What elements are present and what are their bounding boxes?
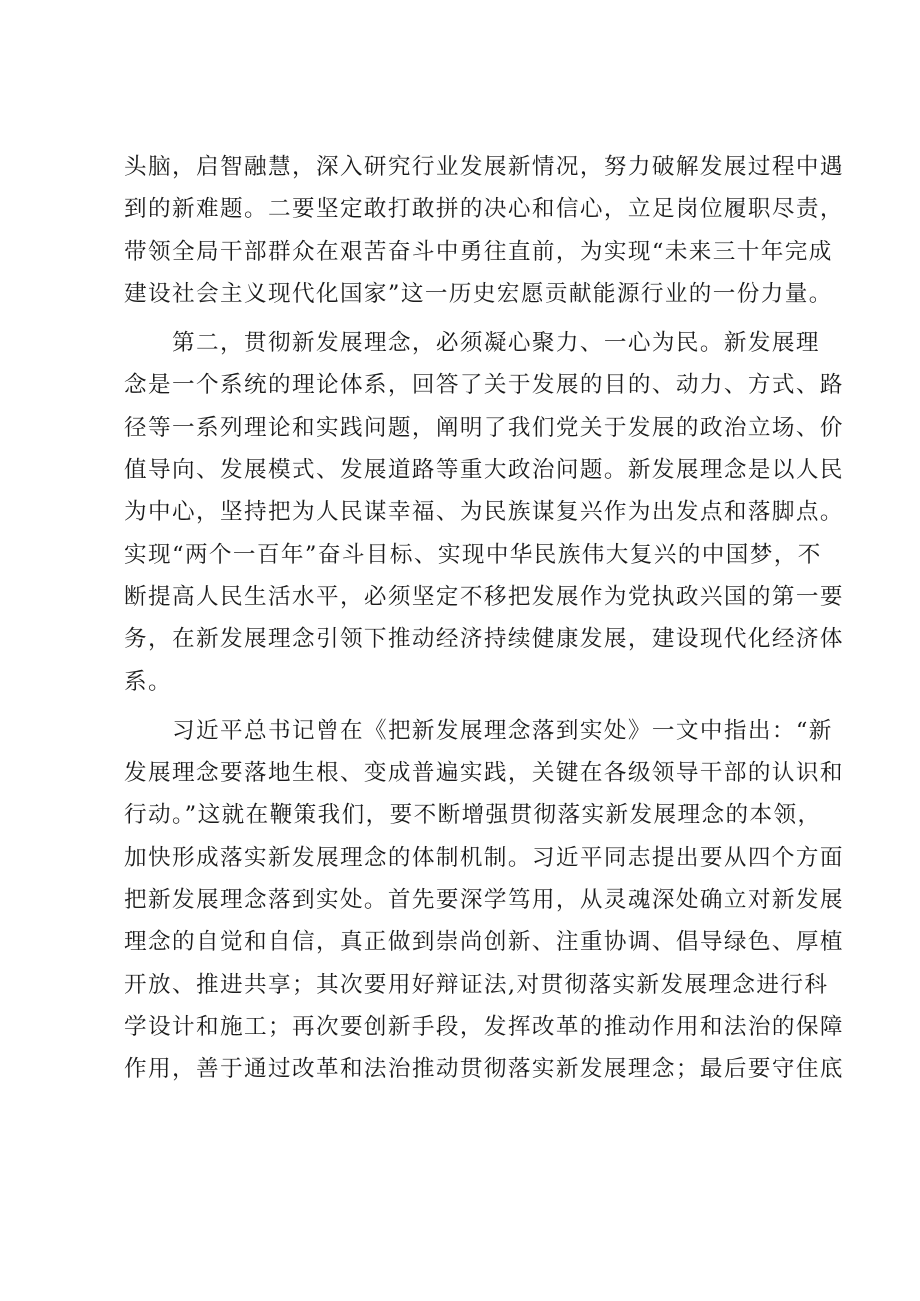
paragraph-3 — [124, 710, 844, 1091]
text-line: 开放、推进共享；其次要用好辩证法,对贯彻落实新发展理念进行科 — [124, 971, 829, 998]
text-line: 实现“两个一百年”奋斗目标、实现中华民族伟大复兴的中国梦，不 — [124, 541, 822, 568]
text-line: 值导向、发展模式、发展道路等重大政治问题。新发展理念是以人民 — [124, 457, 844, 484]
text-line: 建设社会主义现代化国家”这一历史宏愿贡献能源行业的一份力量。 — [124, 280, 833, 307]
text-line: 念是一个系统的理论体系，回答了关于发展的目的、动力、方式、路 — [124, 372, 844, 399]
text-line: 发展理念要落地生根、变成普遍实践，关键在各级领导干部的认识和 — [124, 760, 844, 787]
document-body — [124, 146, 844, 1091]
text-line: 行动。”这就在鞭策我们，要不断增强贯彻落实新发展理念的本领， — [124, 802, 822, 829]
text-line: 习近平总书记曾在《把新发展理念落到实处》一文中指出：“新 — [172, 717, 833, 744]
text-line: 到的新难题。二要坚定敢打敢拼的决心和信心，立足岗位履职尽责， — [124, 196, 844, 223]
text-line: 第二，贯彻新发展理念，必须凝心聚力、一心为民。新发展理 — [172, 330, 820, 357]
paragraph-1 — [124, 146, 844, 315]
text-line: 作用，善于通过改革和法治推动贯彻落实新发展理念；最后要守住底 — [124, 1056, 844, 1083]
text-line: 务，在新发展理念引领下推动经济持续健康发展，建设现代化经济体 — [124, 626, 844, 653]
paragraph-2 — [124, 322, 844, 703]
text-line: 头脑，启智融慧，深入研究行业发展新情况，努力破解发展过程中遇 — [124, 154, 844, 180]
text-line: 为中心，坚持把为人民谋幸福、为民族谋复兴作为出发点和落脚点。 — [124, 499, 844, 526]
text-line: 把新发展理念落到实处。首先要深学笃用，从灵魂深处确立对新发展 — [124, 887, 844, 914]
text-line: 学设计和施工；再次要创新手段，发挥改革的推动作用和法治的保障 — [124, 1013, 844, 1040]
text-line: 加快形成落实新发展理念的体制机制。习近平同志提出要从四个方面 — [124, 844, 844, 871]
text-line: 带领全局干部群众在艰苦奋斗中勇往直前，为实现“未来三十年完成 — [124, 238, 833, 265]
text-line: 径等一系列理论和实践问题，阐明了我们党关于发展的政治立场、价 — [124, 414, 844, 441]
text-line: 断提高人民生活水平，必须坚定不移把发展作为党执政兴国的第一要 — [124, 583, 844, 610]
text-line: 系。 — [124, 668, 172, 695]
text-line: 理念的自觉和自信，真正做到崇尚创新、注重协调、倡导绿色、厚植 — [124, 929, 844, 956]
